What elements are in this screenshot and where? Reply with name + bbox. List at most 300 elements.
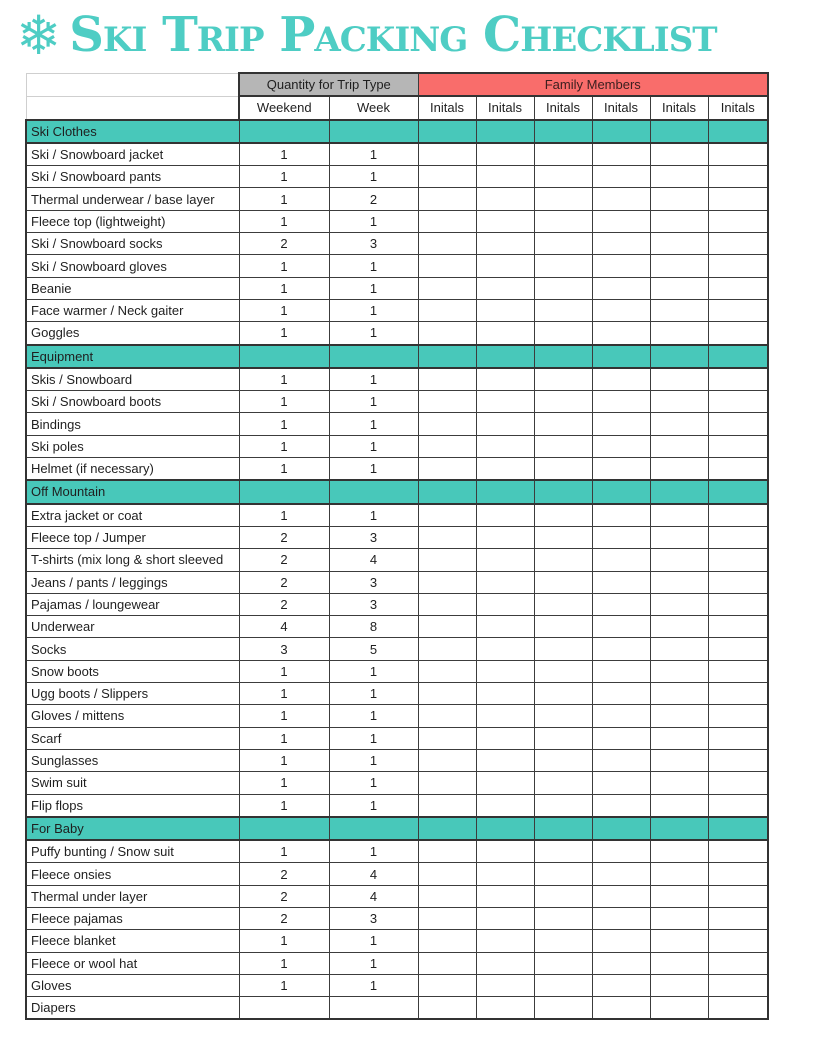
section-fill-cell (329, 817, 418, 840)
week-qty-cell: 1 (329, 413, 418, 435)
initials-cell (650, 683, 708, 705)
initials-cell (650, 299, 708, 321)
weekend-qty-cell: 1 (239, 952, 329, 974)
item-label-cell: Gloves (26, 974, 239, 996)
initials-cell (534, 638, 592, 660)
initials-cell (592, 458, 650, 481)
initials-cell (534, 233, 592, 255)
initials-cell (708, 683, 768, 705)
weekend-qty-cell: 2 (239, 593, 329, 615)
initials-cell (592, 166, 650, 188)
initials-cell (534, 907, 592, 929)
section-title-cell: Equipment (26, 345, 239, 368)
initials-cell (592, 952, 650, 974)
initials-cell (592, 705, 650, 727)
item-label-cell: Swim suit (26, 772, 239, 794)
initials-cell (418, 526, 476, 548)
initials-cell (418, 974, 476, 996)
weekend-qty-cell: 2 (239, 571, 329, 593)
initials-cell (418, 391, 476, 413)
initials-cell (708, 526, 768, 548)
initials-cell (708, 794, 768, 817)
checklist-table-body (26, 73, 768, 1019)
initials-cell (708, 952, 768, 974)
week-qty-cell: 4 (329, 549, 418, 571)
initials-cell (708, 616, 768, 638)
section-header-row (26, 120, 768, 143)
initials-cell (650, 526, 708, 548)
initials-cell (592, 638, 650, 660)
weekend-qty-cell: 2 (239, 863, 329, 885)
initials-cell (418, 952, 476, 974)
section-header-row (26, 817, 768, 840)
initials-cell (708, 885, 768, 907)
item-label-cell: Fleece pajamas (26, 907, 239, 929)
weekend-qty-cell: 1 (239, 255, 329, 277)
item-row (26, 638, 768, 660)
item-label-cell: Skis / Snowboard (26, 368, 239, 391)
initials-cell (476, 593, 534, 615)
week-qty-cell: 1 (329, 683, 418, 705)
initials-cell (418, 166, 476, 188)
section-fill-cell (592, 345, 650, 368)
week-qty-cell: 1 (329, 749, 418, 771)
initials-cell (534, 749, 592, 771)
initials-cell (534, 526, 592, 548)
initials-cell (534, 210, 592, 232)
initials-cell (708, 143, 768, 166)
section-header-row (26, 345, 768, 368)
item-label-cell: T-shirts (mix long & short sleeved (26, 549, 239, 571)
week-qty-cell: 1 (329, 210, 418, 232)
initials-cell (708, 549, 768, 571)
item-label-cell: Thermal underwear / base layer (26, 188, 239, 210)
item-row (26, 885, 768, 907)
section-fill-cell (239, 345, 329, 368)
initials-cell (476, 233, 534, 255)
weekend-qty-cell: 1 (239, 143, 329, 166)
checklist-table (25, 72, 769, 1020)
section-title-cell: For Baby (26, 817, 239, 840)
snowflake-icon: ❄ (16, 4, 62, 67)
initials-cell (418, 210, 476, 232)
week-qty-cell: 1 (329, 391, 418, 413)
initials-cell (418, 188, 476, 210)
weekend-qty-cell: 1 (239, 413, 329, 435)
weekend-qty-cell: 3 (239, 638, 329, 660)
initials-cell (534, 952, 592, 974)
initials-cell (650, 188, 708, 210)
section-fill-cell (708, 817, 768, 840)
initials-cell (650, 143, 708, 166)
initials-cell (708, 255, 768, 277)
initials-cell (534, 863, 592, 885)
initials-cell (708, 974, 768, 996)
initials-cell (592, 143, 650, 166)
item-label-cell: Fleece top / Jumper (26, 526, 239, 548)
item-label-cell: Socks (26, 638, 239, 660)
section-fill-cell (534, 817, 592, 840)
initials-cell (476, 660, 534, 682)
initials-cell (534, 504, 592, 527)
initials-cell (592, 683, 650, 705)
initials-cell (650, 907, 708, 929)
week-qty-cell: 1 (329, 930, 418, 952)
initials-cell (476, 772, 534, 794)
weekend-qty-cell: 2 (239, 907, 329, 929)
initials-cell (476, 705, 534, 727)
initials-cell (418, 322, 476, 345)
initials-cell (708, 593, 768, 615)
initials-column-header: Initals (476, 96, 534, 119)
initials-cell (708, 368, 768, 391)
item-row (26, 683, 768, 705)
initials-cell (592, 794, 650, 817)
initials-cell (418, 143, 476, 166)
item-row (26, 210, 768, 232)
section-fill-cell (418, 817, 476, 840)
initials-cell (592, 188, 650, 210)
initials-column-header: Initals (418, 96, 476, 119)
section-fill-cell (708, 480, 768, 503)
initials-cell (650, 840, 708, 863)
item-row (26, 166, 768, 188)
initials-cell (650, 435, 708, 457)
initials-cell (418, 683, 476, 705)
item-row (26, 930, 768, 952)
weekend-qty-cell: 1 (239, 277, 329, 299)
initials-cell (534, 616, 592, 638)
initials-cell (592, 863, 650, 885)
weekend-qty-cell: 1 (239, 504, 329, 527)
initials-cell (418, 458, 476, 481)
initials-cell (476, 974, 534, 996)
initials-cell (650, 571, 708, 593)
item-label-cell: Bindings (26, 413, 239, 435)
initials-cell (418, 930, 476, 952)
initials-cell (650, 705, 708, 727)
item-row (26, 458, 768, 481)
initials-cell (650, 368, 708, 391)
initials-cell (650, 413, 708, 435)
item-label-cell: Beanie (26, 277, 239, 299)
initials-cell (650, 863, 708, 885)
week-qty-cell: 1 (329, 255, 418, 277)
week-qty-cell: 1 (329, 660, 418, 682)
section-fill-cell (418, 120, 476, 143)
initials-cell (476, 863, 534, 885)
initials-cell (592, 571, 650, 593)
week-qty-cell: 5 (329, 638, 418, 660)
section-fill-cell (650, 480, 708, 503)
initials-cell (708, 997, 768, 1020)
week-qty-cell: 1 (329, 299, 418, 321)
item-label-cell: Face warmer / Neck gaiter (26, 299, 239, 321)
initials-cell (476, 952, 534, 974)
initials-cell (418, 907, 476, 929)
initials-cell (418, 233, 476, 255)
weekend-qty-cell: 1 (239, 727, 329, 749)
weekend-qty-cell: 1 (239, 772, 329, 794)
section-fill-cell (708, 345, 768, 368)
initials-cell (476, 794, 534, 817)
item-label-cell: Ski / Snowboard boots (26, 391, 239, 413)
initials-cell (476, 188, 534, 210)
initials-cell (650, 255, 708, 277)
initials-cell (534, 166, 592, 188)
initials-cell (534, 549, 592, 571)
initials-cell (534, 727, 592, 749)
initials-cell (476, 638, 534, 660)
item-row (26, 322, 768, 345)
item-label-cell: Goggles (26, 322, 239, 345)
item-label-cell: Scarf (26, 727, 239, 749)
weekend-qty-cell: 1 (239, 794, 329, 817)
initials-cell (476, 616, 534, 638)
family-group-header: Family Members (418, 73, 768, 96)
weekend-qty-cell: 1 (239, 188, 329, 210)
item-row (26, 794, 768, 817)
initials-cell (592, 930, 650, 952)
initials-cell (592, 974, 650, 996)
initials-cell (534, 997, 592, 1020)
initials-cell (708, 504, 768, 527)
section-header-row (26, 480, 768, 503)
initials-cell (592, 299, 650, 321)
initials-cell (418, 549, 476, 571)
initials-cell (650, 930, 708, 952)
initials-cell (650, 997, 708, 1020)
initials-cell (708, 660, 768, 682)
item-row (26, 277, 768, 299)
section-fill-cell (592, 120, 650, 143)
initials-cell (476, 727, 534, 749)
weekend-qty-cell: 1 (239, 749, 329, 771)
initials-cell (592, 526, 650, 548)
initials-cell (534, 413, 592, 435)
initials-cell (592, 413, 650, 435)
initials-cell (592, 840, 650, 863)
item-label-cell: Extra jacket or coat (26, 504, 239, 527)
section-fill-cell (592, 480, 650, 503)
initials-cell (534, 683, 592, 705)
initials-cell (476, 683, 534, 705)
item-row (26, 549, 768, 571)
initials-cell (708, 210, 768, 232)
item-label-cell: Fleece top (lightweight) (26, 210, 239, 232)
section-fill-cell (650, 120, 708, 143)
item-row (26, 593, 768, 615)
initials-cell (418, 705, 476, 727)
section-fill-cell (708, 120, 768, 143)
initials-cell (476, 840, 534, 863)
section-fill-cell (239, 120, 329, 143)
initials-cell (708, 277, 768, 299)
initials-cell (708, 907, 768, 929)
week-qty-cell: 3 (329, 571, 418, 593)
section-fill-cell (476, 345, 534, 368)
item-row (26, 504, 768, 527)
item-row (26, 907, 768, 929)
section-fill-cell (534, 345, 592, 368)
item-row (26, 526, 768, 548)
initials-cell (592, 660, 650, 682)
week-qty-cell: 1 (329, 504, 418, 527)
initials-cell (418, 299, 476, 321)
initials-cell (650, 322, 708, 345)
initials-cell (708, 727, 768, 749)
week-qty-cell: 3 (329, 526, 418, 548)
item-row (26, 233, 768, 255)
initials-cell (534, 255, 592, 277)
initials-column-header: Initals (708, 96, 768, 119)
initials-cell (592, 368, 650, 391)
week-qty-cell: 4 (329, 863, 418, 885)
week-qty-cell: 3 (329, 907, 418, 929)
initials-cell (476, 413, 534, 435)
item-label-cell: Ski / Snowboard jacket (26, 143, 239, 166)
initials-cell (476, 526, 534, 548)
initials-cell (476, 571, 534, 593)
initials-cell (534, 435, 592, 457)
item-label-cell: Flip flops (26, 794, 239, 817)
week-qty-cell: 3 (329, 233, 418, 255)
weekend-qty-cell: 1 (239, 930, 329, 952)
section-fill-cell (534, 480, 592, 503)
weekend-qty-cell: 1 (239, 299, 329, 321)
initials-cell (592, 885, 650, 907)
initials-cell (534, 299, 592, 321)
initials-cell (534, 840, 592, 863)
weekend-qty-cell: 2 (239, 885, 329, 907)
initials-cell (418, 863, 476, 885)
item-label-cell: Ski / Snowboard pants (26, 166, 239, 188)
initials-cell (534, 772, 592, 794)
week-qty-cell: 8 (329, 616, 418, 638)
initials-cell (476, 997, 534, 1020)
initials-cell (592, 907, 650, 929)
initials-cell (708, 638, 768, 660)
item-row (26, 660, 768, 682)
initials-cell (418, 435, 476, 457)
item-row (26, 143, 768, 166)
initials-cell (418, 840, 476, 863)
initials-column-header: Initals (534, 96, 592, 119)
section-fill-cell (592, 817, 650, 840)
item-label-cell: Helmet (if necessary) (26, 458, 239, 481)
week-qty-cell: 1 (329, 277, 418, 299)
weekend-qty-cell: 1 (239, 660, 329, 682)
initials-cell (534, 277, 592, 299)
initials-cell (592, 549, 650, 571)
initials-cell (476, 458, 534, 481)
item-row (26, 863, 768, 885)
initials-cell (534, 705, 592, 727)
initials-cell (650, 952, 708, 974)
section-fill-cell (329, 120, 418, 143)
item-row (26, 997, 768, 1020)
initials-cell (708, 188, 768, 210)
column-header-row (26, 96, 768, 119)
weekend-qty-cell (239, 997, 329, 1020)
initials-cell (418, 616, 476, 638)
section-fill-cell (239, 480, 329, 503)
initials-cell (592, 322, 650, 345)
section-fill-cell (239, 817, 329, 840)
item-row (26, 840, 768, 863)
weekend-qty-cell: 4 (239, 616, 329, 638)
initials-cell (708, 863, 768, 885)
initials-cell (592, 210, 650, 232)
initials-cell (650, 166, 708, 188)
initials-cell (476, 255, 534, 277)
initials-cell (650, 772, 708, 794)
initials-cell (650, 727, 708, 749)
initials-cell (476, 391, 534, 413)
initials-cell (708, 435, 768, 457)
weekend-qty-cell: 1 (239, 974, 329, 996)
initials-cell (650, 458, 708, 481)
item-label-cell: Ski / Snowboard socks (26, 233, 239, 255)
initials-cell (708, 772, 768, 794)
initials-cell (418, 277, 476, 299)
initials-cell (418, 749, 476, 771)
week-qty-cell: 1 (329, 952, 418, 974)
item-label-cell: Sunglasses (26, 749, 239, 771)
initials-cell (476, 885, 534, 907)
initials-cell (476, 504, 534, 527)
initials-cell (418, 997, 476, 1020)
initials-column-header: Initals (592, 96, 650, 119)
initials-cell (592, 233, 650, 255)
initials-cell (476, 210, 534, 232)
weekend-qty-cell: 1 (239, 322, 329, 345)
initials-cell (708, 840, 768, 863)
section-fill-cell (476, 120, 534, 143)
item-label-cell: Fleece blanket (26, 930, 239, 952)
initials-cell (650, 233, 708, 255)
weekend-qty-cell: 1 (239, 458, 329, 481)
initials-cell (650, 660, 708, 682)
initials-cell (650, 504, 708, 527)
section-fill-cell (650, 345, 708, 368)
page-header (0, 0, 816, 70)
week-qty-cell: 1 (329, 705, 418, 727)
initials-cell (418, 413, 476, 435)
weekend-qty-cell: 2 (239, 526, 329, 548)
initials-cell (476, 322, 534, 345)
initials-cell (476, 277, 534, 299)
section-fill-cell (476, 817, 534, 840)
week-qty-cell: 1 (329, 435, 418, 457)
item-label-cell: Gloves / mittens (26, 705, 239, 727)
item-label-cell: Puffy bunting / Snow suit (26, 840, 239, 863)
initials-cell (592, 772, 650, 794)
initials-cell (418, 593, 476, 615)
initials-cell (534, 143, 592, 166)
week-qty-cell: 1 (329, 794, 418, 817)
initials-cell (650, 749, 708, 771)
initials-cell (708, 322, 768, 345)
weekend-qty-cell: 1 (239, 683, 329, 705)
week-qty-cell (329, 997, 418, 1020)
item-row (26, 772, 768, 794)
section-title-cell: Off Mountain (26, 480, 239, 503)
weekend-qty-cell: 1 (239, 840, 329, 863)
item-label-cell: Fleece onsies (26, 863, 239, 885)
item-label-cell: Jeans / pants / leggings (26, 571, 239, 593)
initials-cell (592, 391, 650, 413)
